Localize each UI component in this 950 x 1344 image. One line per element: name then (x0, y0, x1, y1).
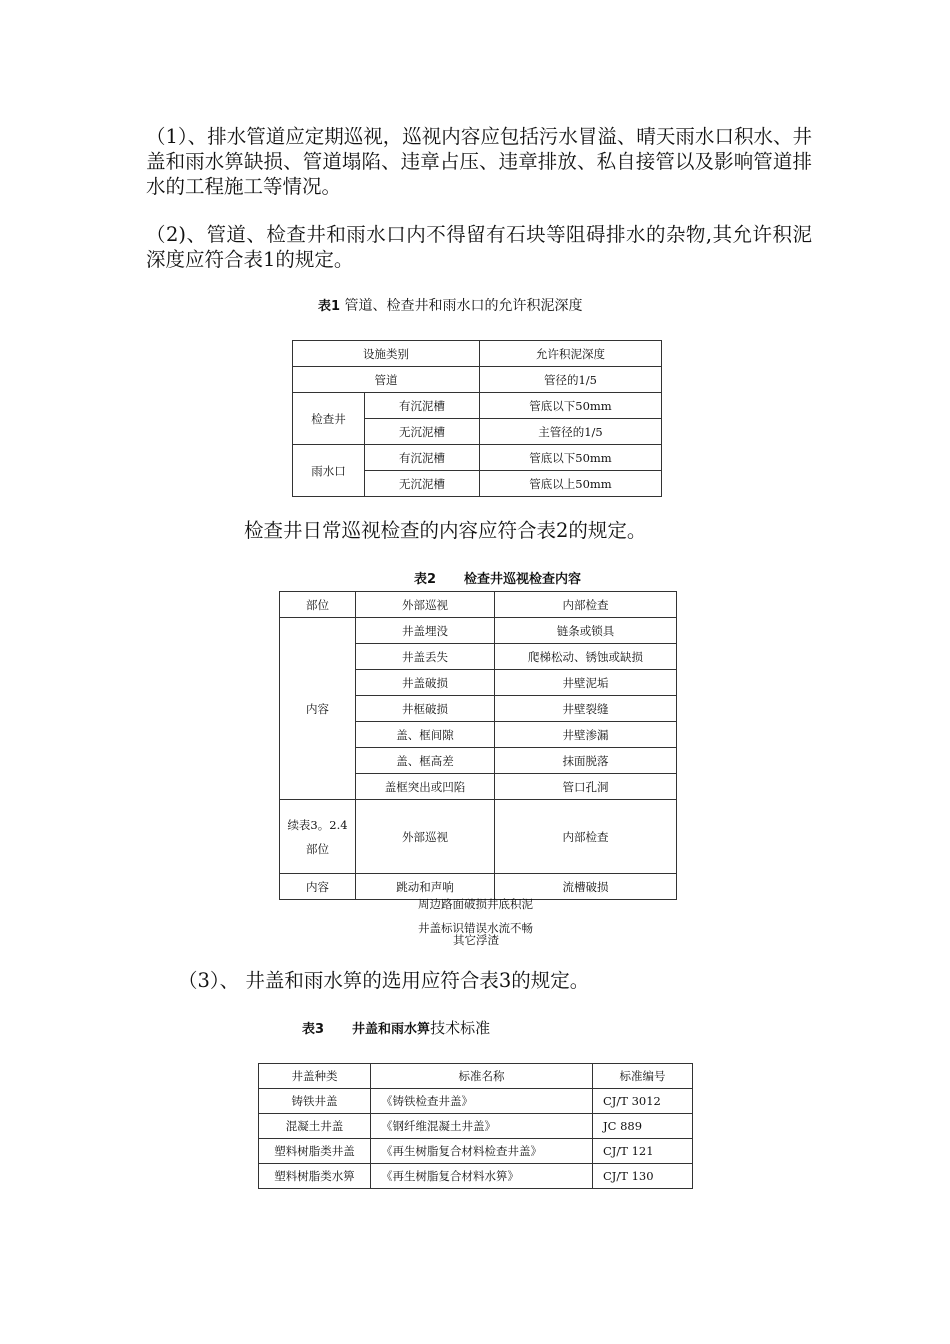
table-cell: 塑料树脂类井盖 (259, 1139, 371, 1164)
table-cell: 抹面脱落 (495, 748, 677, 774)
table2-note: 井盖标识错误水流不畅 (418, 921, 533, 935)
table-cell: 雨水口 (293, 445, 365, 497)
table-cell: 井框破损 (356, 696, 495, 722)
table-cell: 外部巡视 (356, 800, 495, 874)
table-cell: 主管径的1/5 (480, 419, 662, 445)
table-cell: 管底以上50mm (480, 471, 662, 497)
table-cell: 内容 (280, 874, 356, 900)
table1-caption-title: 管道、检查井和雨水口的允许积泥深度 (344, 298, 583, 314)
table-row (280, 874, 677, 900)
table-header-cell: 外部巡视 (356, 592, 495, 618)
table-cell: 井盖破损 (356, 670, 495, 696)
paragraph-sediment: （2)、管道、检查井和雨水口内不得留有石块等阻碍排水的杂物,其允许积泥深度应符合表1的规定。 (146, 223, 812, 271)
table-cell: 盖框突出或凹陷 (356, 774, 495, 800)
table3-caption-label: 表3 (302, 1022, 325, 1037)
table-header-cell: 标准名称 (371, 1064, 593, 1089)
table-cell: JC 889 (593, 1114, 693, 1139)
table-cell: 井盖埋没 (356, 618, 495, 644)
paragraph-table2-intro: 检查井日常巡视检查的内容应符合表2的规定。 (244, 519, 647, 542)
table1-caption-label: 表1 (318, 299, 341, 314)
table-cell: 盖、框间隙 (356, 722, 495, 748)
table-row (280, 800, 677, 874)
table-row (259, 1164, 693, 1189)
table-row (280, 592, 677, 618)
table1-caption (318, 297, 583, 316)
table2-note: 其它浮渣 (453, 933, 499, 947)
table2-caption-label: 表2 (414, 572, 437, 587)
table-cell: 《再生树脂复合材料检查井盖》 (371, 1139, 593, 1164)
table-cell: 管底以下50mm (480, 445, 662, 471)
table-cell: 内容 (280, 618, 356, 800)
table-cell: CJ/T 121 (593, 1139, 693, 1164)
table-header-cell: 内部检查 (495, 592, 677, 618)
table-cell: CJ/T 130 (593, 1164, 693, 1189)
table-cell: 《铸铁检查井盖》 (371, 1089, 593, 1114)
table-row (259, 1089, 693, 1114)
table-cell: 管径的1/5 (480, 367, 662, 393)
table-cell: 管道 (293, 367, 480, 393)
table3-caption-title-rest: 技术标准 (430, 1019, 491, 1037)
table-header-cell: 允许积泥深度 (480, 341, 662, 367)
table-cell: 井壁泥垢 (495, 670, 677, 696)
table-header-cell: 部位 (280, 592, 356, 618)
table-cell: 管口孔洞 (495, 774, 677, 800)
table-cell: 《再生树脂复合材料水箅》 (371, 1164, 593, 1189)
table2-caption-title: 检查井巡视检查内容 (464, 572, 582, 587)
table-row (259, 1139, 693, 1164)
paragraph-table3-intro: （3）、 井盖和雨水箅的选用应符合表3的规定。 (178, 969, 590, 992)
paragraph-inspection: （1）、排水管道应定期巡视，巡视内容应包括污水冒溢、晴天雨水口积水、井盖和雨水箅缺损、管道塌陷、违章占压、违章排放、私自接管以及影响管道排水的工程施工等情况。 (146, 125, 812, 198)
table-cell: 内部检查 (495, 800, 677, 874)
table-cell: 链条或锁具 (495, 618, 677, 644)
table-cell: 井壁渗漏 (495, 722, 677, 748)
table-cell: 塑料树脂类水箅 (259, 1164, 371, 1189)
table-cell: 跳动和声响 (356, 874, 495, 900)
table-row (259, 1064, 693, 1089)
table-cell: 《钢纤维混凝土井盖》 (371, 1114, 593, 1139)
table-row (293, 367, 662, 393)
table2-well-inspection (279, 591, 677, 900)
table-cell: 井盖丢失 (356, 644, 495, 670)
table-cell: 盖、框高差 (356, 748, 495, 774)
table-cell: 续表3。2.4部位 (280, 800, 356, 874)
table-cell: 无沉泥槽 (365, 471, 480, 497)
table-cell: 管底以下50mm (480, 393, 662, 419)
table-cell: 检查井 (293, 393, 365, 445)
table-cell: 有沉泥槽 (365, 445, 480, 471)
table3-cover-standards (258, 1063, 693, 1189)
table-cell: CJ/T 3012 (593, 1089, 693, 1114)
table-row (280, 618, 677, 644)
table-cell: 铸铁井盖 (259, 1089, 371, 1114)
table3-caption (302, 1019, 490, 1039)
table-header-cell: 井盖种类 (259, 1064, 371, 1089)
table-row (259, 1114, 693, 1139)
table2-note: 周边路面破损井底积泥 (418, 897, 533, 911)
table-cell: 无沉泥槽 (365, 419, 480, 445)
table-row (293, 341, 662, 367)
table1-sediment-depth (292, 340, 662, 497)
table-cell: 爬梯松动、锈蚀或缺损 (495, 644, 677, 670)
table-cell: 有沉泥槽 (365, 393, 480, 419)
table-row (293, 445, 662, 471)
table-cell: 井壁裂缝 (495, 696, 677, 722)
table-header-cell: 设施类别 (293, 341, 480, 367)
table-header-cell: 标准编号 (593, 1064, 693, 1089)
table-cell: 流槽破损 (495, 874, 677, 900)
table3-caption-title-bold: 井盖和雨水箅 (352, 1022, 431, 1037)
table-cell: 混凝土井盖 (259, 1114, 371, 1139)
table-row (293, 393, 662, 419)
table2-caption (414, 570, 581, 589)
